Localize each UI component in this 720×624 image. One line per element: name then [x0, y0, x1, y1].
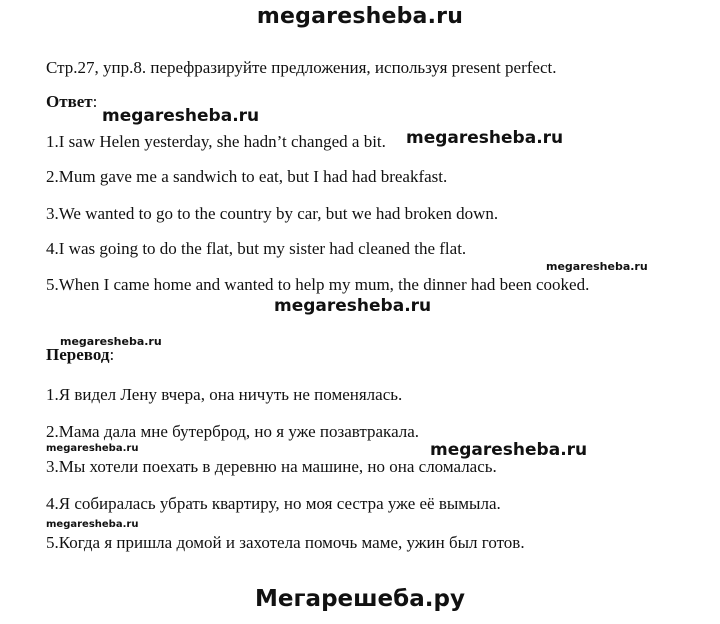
task-heading: Стр.27, упр.8. перефразируйте предложения, используя present perfect. — [46, 58, 557, 77]
translation-sentence-1: 1.Я видел Лену вчера, она ничуть не поменялась. — [46, 385, 403, 404]
watermark: megaresheba.ru — [430, 440, 588, 460]
translation-sentence-4: 4.Я собиралась убрать квартиру, но моя сестра уже её вымыла. — [46, 494, 501, 513]
answer-sentence-4: 4.I was going to do the flat, but my sister had cleaned the flat. — [46, 239, 467, 258]
translation-sentence-5: 5.Когда я пришла домой и захотела помочь маме, ужин был готов. — [46, 533, 525, 552]
translation-label-colon: : — [109, 345, 115, 364]
answer-sentence-5: 5.When I came home and wanted to help my mum, the dinner had been cooked. — [46, 275, 590, 294]
translation-sentence-2: 2.Мама дала мне бутерброд, но я уже позавтракала. — [46, 422, 420, 441]
answer-sentence-1: 1.I saw Helen yesterday, she hadn’t changed a bit. — [46, 132, 386, 151]
watermark: megaresheba.ru — [546, 260, 648, 273]
site-header: megaresheba.ru — [256, 4, 464, 29]
watermark: megaresheba.ru — [102, 106, 260, 126]
watermark: megaresheba.ru — [60, 335, 162, 348]
watermark: megaresheba.ru — [274, 296, 432, 316]
watermark: megaresheba.ru — [46, 519, 139, 530]
translation-label — [46, 345, 114, 365]
answer-label — [46, 92, 97, 112]
answer-sentence-2: 2.Mum gave me a sandwich to eat, but I had had breakfast. — [46, 167, 448, 186]
translation-label-text: Перевод — [46, 345, 110, 364]
answer-label-text: Ответ — [46, 92, 93, 111]
answer-label-colon: : — [92, 92, 98, 111]
watermark: megaresheba.ru — [406, 128, 564, 148]
site-footer: Мегарешеба.ру — [255, 586, 465, 612]
answer-sentence-3: 3.We wanted to go to the country by car, but we had broken down. — [46, 204, 499, 223]
translation-sentence-3: 3.Мы хотели поехать в деревню на машине, но она сломалась. — [46, 457, 497, 476]
watermark: megaresheba.ru — [46, 443, 139, 454]
